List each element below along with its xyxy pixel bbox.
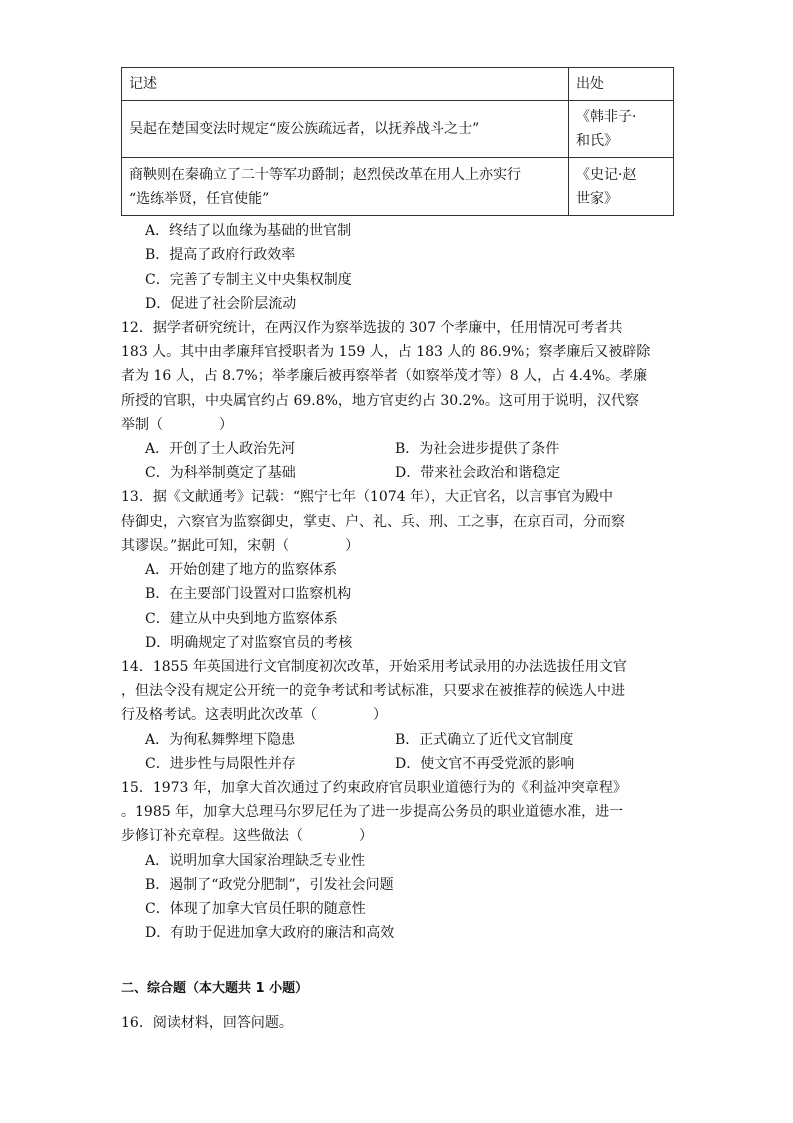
q12-stem-line5: 举制（ ） (121, 417, 233, 433)
q13-option-b: B．在主要部门设置对口监察机构 (145, 586, 352, 602)
q12-stem-line2: 183 人。其中由孝廉拜官授职者为 159 人，占 183 人的 86.9%；察孝廉后又被辟除 (121, 344, 651, 360)
q11-option-b: B．提高了政府行政效率 (145, 247, 296, 263)
q12-option-a: A．开创了士人政治先河 (145, 441, 296, 457)
source-text-line2: 世家》 (576, 190, 618, 207)
q15-stem-line1: 15．1973 年，加拿大首次通过了约束政府官员职业道德行为的《利益冲突章程》 (121, 780, 627, 796)
table-cell-record (122, 158, 569, 216)
record-text-line2: “选练举贤，任官使能” (129, 190, 270, 207)
section-heading: 二、综合题（本大题共 1 小题） (121, 981, 309, 996)
q13-option-c: C．建立从中央到地方监察体系 (145, 611, 338, 627)
source-text-line1: 《韩非子· (576, 109, 637, 125)
q13-stem-line2: 侍御史，六察官为监察御史，掌吏、户、礼、兵、刑、工之事，在京百司，分而察 (121, 514, 625, 530)
q14-stem-line1: 14．1855 年英国进行文官制度初次改革，开始采用考试录用的办法选拔任用文官 (121, 659, 627, 675)
q14-option-a: A．为徇私舞弊埋下隐患 (145, 732, 296, 748)
table-cell-source (569, 101, 674, 158)
q11-option-d: D．促进了社会阶层流动 (145, 296, 297, 312)
q12-option-b: B．为社会进步提供了条件 (395, 441, 560, 457)
q15-option-d: D．有助于促进加拿大政府的廉洁和高效 (145, 925, 395, 941)
q15-stem-line3: 步修订补充章程。这些做法（ ） (121, 828, 373, 844)
q12-stem-line1: 12．据学者研究统计，在两汉作为察举选拔的 307 个孝廉中，任用情况可考者共 (121, 320, 623, 336)
source-table (121, 67, 674, 216)
q15-stem-line2: 。1985 年，加拿大总理马尔罗尼任为了进一步提高公务员的职业道德水准，进一 (121, 804, 624, 820)
q14-option-d: D．使文官不再受党派的影响 (395, 756, 575, 772)
q11-option-c: C．完善了专制主义中央集权制度 (145, 272, 352, 288)
table-cell-record (122, 101, 569, 158)
record-text: 吴起在楚国变法时规定“废公族疏远者，以抚养战斗之士” (129, 121, 480, 137)
record-text-line1: 商鞅则在秦确立了二十等军功爵制；赵烈侯改革在用人上亦实行 (129, 166, 521, 183)
q15-option-b: B．遏制了“政党分肥制”，引发社会问题 (145, 877, 394, 893)
q12-option-c: C．为科举制奠定了基础 (145, 465, 296, 481)
q15-option-c: C．体现了加拿大官员任职的随意性 (145, 901, 366, 917)
table-header-record: 记述 (122, 68, 569, 101)
source-text-line2: 和氏》 (576, 133, 618, 149)
q11-option-a: A．终结了以血缘为基础的世官制 (145, 223, 352, 239)
q13-stem-line1: 13．据《文献通考》记载：“熙宁七年（1074 年），大正官名，以言事官为殿中 (121, 489, 614, 505)
q14-stem-line2: ，但法令没有规定公开统一的竞争考试和考试标准，只要求在被推荐的候选人中进 (121, 683, 625, 699)
q14-option-c: C．进步性与局限性并存 (145, 756, 296, 772)
table-row (122, 101, 674, 158)
table-header-row (122, 68, 674, 101)
table-cell-source (569, 158, 674, 216)
q12-stem-line4: 所授的官职，中央属官约占 69.8%，地方官吏约占 30.2%。这可用于说明，汉代察 (121, 393, 639, 409)
q14-option-b: B．正式确立了近代文官制度 (395, 732, 574, 748)
q12-stem-line3: 者为 16 人，占 8.7%；举孝廉后被再察举者（如察举茂才等）8 人，占 4.4%。孝廉 (121, 368, 648, 384)
q15-option-a: A．说明加拿大国家治理缺乏专业性 (145, 853, 366, 869)
table-row (122, 158, 674, 216)
q12-option-d: D．带来社会政治和谐稳定 (395, 465, 561, 481)
q16-stem: 16．阅读材料，回答问题。 (121, 1015, 293, 1031)
table-header-source: 出处 (569, 68, 674, 101)
q13-option-d: D．明确规定了对监察官员的考核 (145, 635, 353, 651)
q13-stem-line3: 其谬误。”据此可知，宋朝（ ） (121, 538, 360, 554)
q14-stem-line3: 行及格考试。这表明此次改革（ ） (121, 707, 387, 723)
source-text-line1: 《史记·赵 (576, 166, 637, 183)
q13-option-a: A．开始创建了地方的监察体系 (145, 562, 338, 578)
